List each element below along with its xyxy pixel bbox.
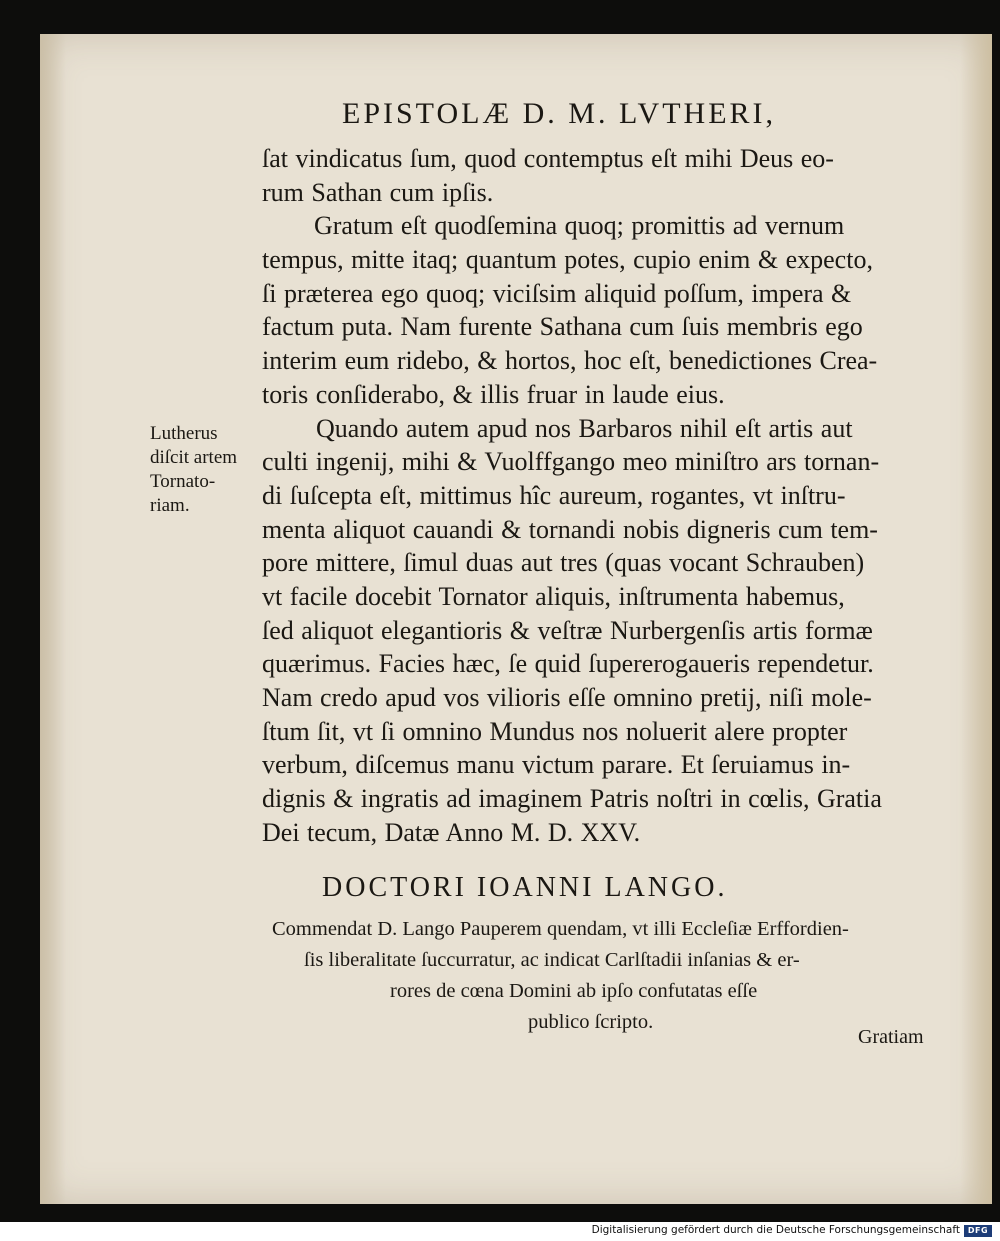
- dfg-logo: DFG: [964, 1225, 992, 1237]
- marginal-note: [150, 422, 260, 518]
- text-line: Nam credo apud vos vilioris eſſe omnino pretij, niſi mole-: [262, 683, 872, 712]
- text-line: rum Sathan cum ipſis.: [262, 177, 494, 207]
- letter-heading: DOCTORI IOANNI LANGO.: [322, 872, 728, 903]
- body-text: [262, 142, 942, 849]
- text-line: ſed aliquot elegantioris & veſtræ Nurbergenſis artis formæ: [262, 615, 873, 645]
- text-line: culti ingenij, mihi & Vuolffgango meo miniſtro ars tornan-: [262, 447, 880, 477]
- text-line: tempus, mitte itaq; quantum potes, cupio enim & expecto,: [262, 245, 873, 275]
- text-line: ſi præterea ego quoq; viciſsim aliquid poſſum, impera &: [262, 278, 852, 308]
- text-line: di ſuſcepta eſt, mittimus hîc aureum, rogantes, vt inſtru-: [262, 480, 846, 510]
- running-head: EPISTOLÆ D. M. LVTHERI,: [342, 97, 777, 130]
- text-line: toris conſiderabo, & illis fruar in laude eius.: [262, 379, 725, 409]
- letter-argument: [272, 914, 972, 1038]
- text-line: vt facile docebit Tornator aliquis, inſtrumenta habemus,: [262, 581, 845, 611]
- page-gutter-shadow: [40, 34, 66, 1204]
- text-line: ſat vindicatus ſum, quod contemptus eſt mihi Deus eo-: [262, 144, 834, 173]
- text-line: dignis & ingratis ad imaginem Patris noſtri in cœlis, Gratia: [262, 784, 882, 814]
- text-line: interim eum ridebo, & hortos, hoc eſt, benedictiones Crea-: [262, 346, 878, 376]
- text-line: ſtum ſit, vt ſi omnino Mundus nos noluerit alere propter: [262, 716, 848, 746]
- text-line: menta aliquot cauandi & tornandi nobis digneris cum tem-: [262, 514, 878, 544]
- text-line: Dei tecum, Datæ Anno M. D. XXV.: [262, 817, 641, 847]
- footer-credit: Digitalisierung gefördert durch die Deutsche Forschungsgemeinschaft: [591, 1224, 960, 1236]
- argument-line: publico ſcripto.: [528, 1011, 654, 1033]
- text-line: verbum, diſcemus manu victum parare. Et ſeruiamus in-: [262, 750, 851, 780]
- argument-line: ſis liberalitate ſuccurratur, ac indicat Carlſtadii inſanias & er-: [304, 949, 800, 971]
- text-line: Quando autem apud nos Barbaros nihil eſt artis aut: [316, 413, 853, 443]
- marginal-note-line: riam.: [150, 495, 190, 516]
- text-line: Gratum eſt quodſemina quoq; promittis ad vernum: [314, 211, 845, 241]
- text-line: factum puta. Nam furente Sathana cum ſuis membris ego: [262, 312, 863, 342]
- text-line: quærimus. Facies hæc, ſe quid ſupererogaueris rependetur.: [262, 649, 874, 679]
- argument-line: Commendat D. Lango Pauperem quendam, vt illi Eccleſiæ Erffordien-: [272, 918, 849, 940]
- text-line: pore mittere, ſimul duas aut tres (quas vocant Schrauben): [262, 548, 865, 578]
- marginal-note-line: Lutherus: [150, 423, 218, 444]
- argument-line: rores de cœna Domini ab ipſo confutatas eſſe: [390, 980, 758, 1002]
- marginal-note-line: Tornato-: [150, 471, 216, 492]
- catchword: Gratiam: [858, 1026, 924, 1048]
- marginal-note-line: diſcit artem: [150, 447, 238, 468]
